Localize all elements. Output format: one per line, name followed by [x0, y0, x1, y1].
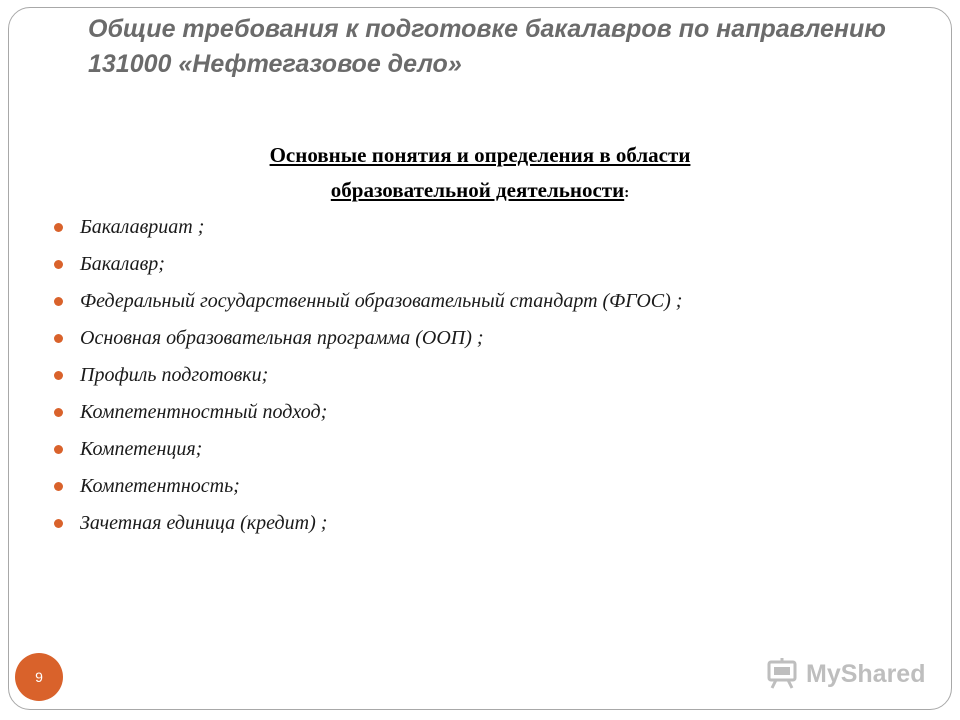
subtitle-line-1: Основные понятия и определения в области [269, 143, 691, 167]
bullet-icon [54, 297, 63, 306]
slide-title: Общие требования к подготовке бакалавров по направлению 131000 «Нефтегазовое дело» [88, 15, 886, 78]
list-item-text: Федеральный государственный образовательный стандарт (ФГОС) ; [80, 290, 683, 312]
list-item [54, 394, 682, 431]
page-number-badge: 9 [15, 653, 63, 701]
bullet-icon [54, 519, 63, 528]
list-item [54, 468, 682, 505]
projector-icon [766, 658, 800, 690]
subtitle-colon: : [624, 185, 630, 201]
watermark-logo [766, 656, 926, 692]
bullet-icon [54, 223, 63, 232]
bullet-icon [54, 260, 63, 269]
section-subtitle [0, 138, 960, 211]
list-item-text: Бакалавриат ; [80, 216, 205, 238]
subtitle-line-2: образовательной деятельности [330, 178, 625, 202]
bullet-icon [54, 482, 63, 491]
list-item-text: Компетенция; [80, 438, 203, 460]
list-item [54, 431, 682, 468]
list-item-text: Бакалавр; [80, 253, 165, 275]
bullet-icon [54, 334, 63, 343]
list-item [54, 357, 682, 394]
list-item-text: Основная образовательная программа (ООП) ; [80, 327, 484, 349]
list-item-text: Профиль подготовки; [80, 364, 269, 386]
bullet-icon [54, 408, 63, 417]
list-item [54, 283, 682, 320]
watermark-text: MyShared [806, 660, 926, 688]
list-item [54, 320, 682, 357]
list-item-text: Компетентностный подход; [80, 401, 328, 423]
list-item-text: Зачетная единица (кредит) ; [80, 512, 328, 534]
bullet-icon [54, 445, 63, 454]
list-item [54, 209, 682, 246]
definition-list [54, 209, 682, 542]
bullet-icon [54, 371, 63, 380]
list-item [54, 505, 682, 542]
list-item [54, 246, 682, 283]
list-item-text: Компетентность; [80, 475, 240, 497]
